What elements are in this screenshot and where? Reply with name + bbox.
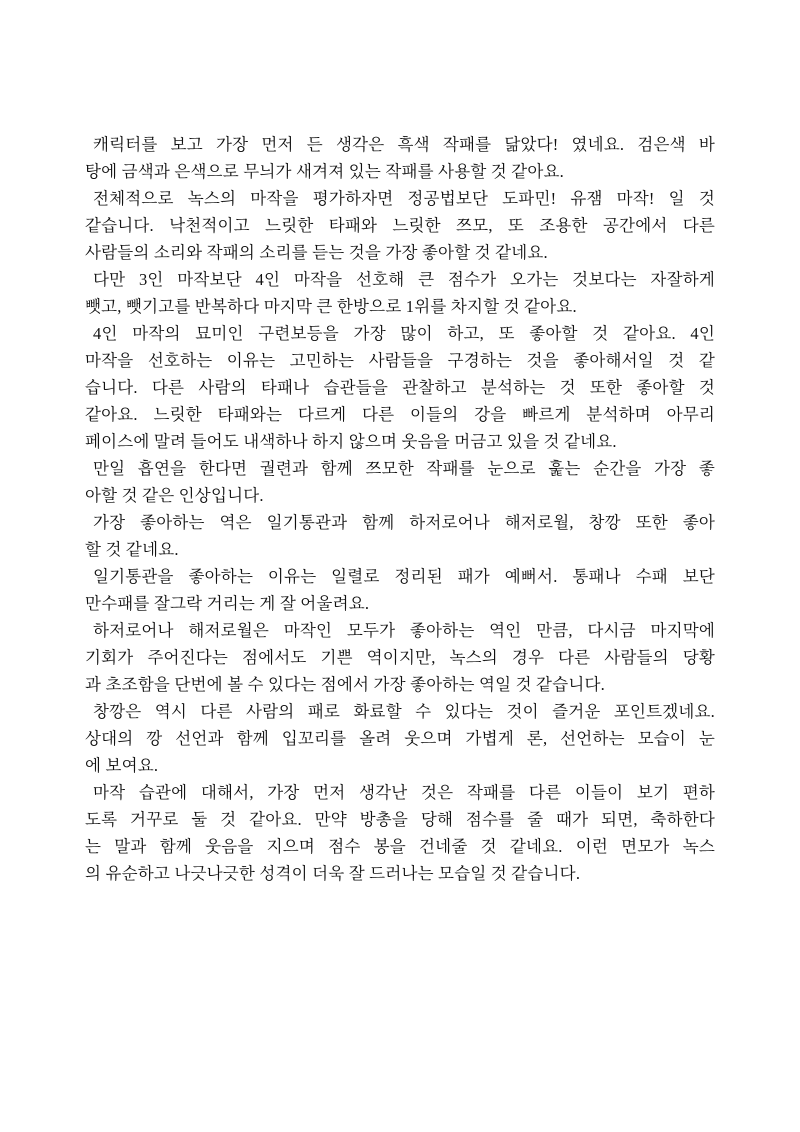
text-line: 아할 것 같은 인상입니다.: [85, 486, 264, 505]
text-line: 뺏고, 뺏기고를 반복하다 마지막 큰 한방으로 1위를 차지할 것 같아요.: [85, 297, 577, 316]
paragraph: [85, 698, 715, 779]
text-line: 는 말과 함께 웃음을 지으며 점수 봉을 건네줄 것 같네요. 이런 면모가 녹스: [85, 837, 715, 856]
paragraph: [85, 320, 715, 455]
paragraph: [85, 509, 715, 563]
text-line: 가장 좋아하는 역은 일기통관과 함께 하저로어나 해저로월, 창깡 또한 좋아: [93, 513, 715, 532]
text-line: 일기통관을 좋아하는 이유는 일렬로 정리된 패가 예뻐서. 통패나 수패 보단: [93, 567, 715, 586]
text-line: 같아요. 느릿한 타패와는 다르게 다른 이들의 강을 빠르게 분석하며 아무리: [85, 405, 715, 424]
text-line: 의 유순하고 나긋나긋한 성격이 더욱 잘 드러나는 모습일 것 같습니다.: [85, 864, 581, 883]
text-line: 같습니다. 낙천적이고 느릿한 타패와 느릿한 쯔모, 또 조용한 공간에서 다른: [85, 216, 715, 235]
paragraph: [85, 617, 715, 698]
text-line: 습니다. 다른 사람의 타패나 습관들을 관찰하고 분석하는 것 또한 좋아할 것: [85, 378, 715, 397]
paragraph: [85, 563, 715, 617]
text-line: 마작을 선호하는 이유는 고민하는 사람들을 구경하는 것을 좋아해서일 것 같: [85, 351, 715, 370]
text-line: 탕에 금색과 은색으로 무늬가 새겨져 있는 작패를 사용할 것 같아요.: [85, 162, 565, 181]
text-line: 할 것 같네요.: [85, 540, 179, 559]
paragraph: [85, 185, 715, 266]
text-line: 캐릭터를 보고 가장 먼저 든 생각은 흑색 작패를 닮았다! 였네요. 검은색 바: [93, 135, 715, 154]
paragraph: [85, 266, 715, 320]
text-line: 창깡은 역시 다른 사람의 패로 화료할 수 있다는 것이 즐거운 포인트겠네요.: [93, 702, 715, 721]
text-line: 다만 3인 마작보단 4인 마작을 선호해 큰 점수가 오가는 것보다는 자잘하게: [93, 270, 715, 289]
text-line: 하저로어나 해저로월은 마작인 모두가 좋아하는 역인 만큼, 다시금 마지막에: [93, 621, 715, 640]
text-line: 에 보여요.: [85, 756, 159, 775]
text-line: 사람들의 소리와 작패의 소리를 듣는 것을 가장 좋아할 것 같네요.: [85, 243, 548, 262]
text-line: 전체적으로 녹스의 마작을 평가하자면 정공법보단 도파민! 유잼 마작! 일 것: [93, 189, 715, 208]
text-line: 상대의 깡 선언과 함께 입꼬리를 올려 웃으며 가볍게 론, 선언하는 모습이 눈: [85, 729, 715, 748]
paragraph: [85, 131, 715, 185]
document-body: [85, 131, 715, 887]
paragraph: [85, 779, 715, 887]
paragraph: [85, 455, 715, 509]
text-line: 마작 습관에 대해서, 가장 먼저 생각난 것은 작패를 다른 이들이 보기 편하: [93, 783, 715, 802]
text-line: 만일 흡연을 한다면 궐련과 함께 쯔모한 작패를 눈으로 훑는 순간을 가장 좋: [93, 459, 715, 478]
text-line: 만수패를 잘그락 거리는 게 잘 어울려요.: [85, 594, 370, 613]
text-line: 과 초조함을 단번에 볼 수 있다는 점에서 가장 좋아하는 역일 것 같습니다.: [85, 675, 605, 694]
text-line: 페이스에 말려 들어도 내색하나 하지 않으며 웃음을 머금고 있을 것 같네요.: [85, 432, 617, 451]
text-line: 도록 거꾸로 둘 것 같아요. 만약 방총을 당해 점수를 줄 때가 되면, 축하한다: [85, 810, 715, 829]
text-line: 기회가 주어진다는 점에서도 기쁜 역이지만, 녹스의 경우 다른 사람들의 당황: [85, 648, 715, 667]
text-line: 4인 마작의 묘미인 구련보등을 가장 많이 하고, 또 좋아할 것 같아요. 4인: [93, 324, 715, 343]
